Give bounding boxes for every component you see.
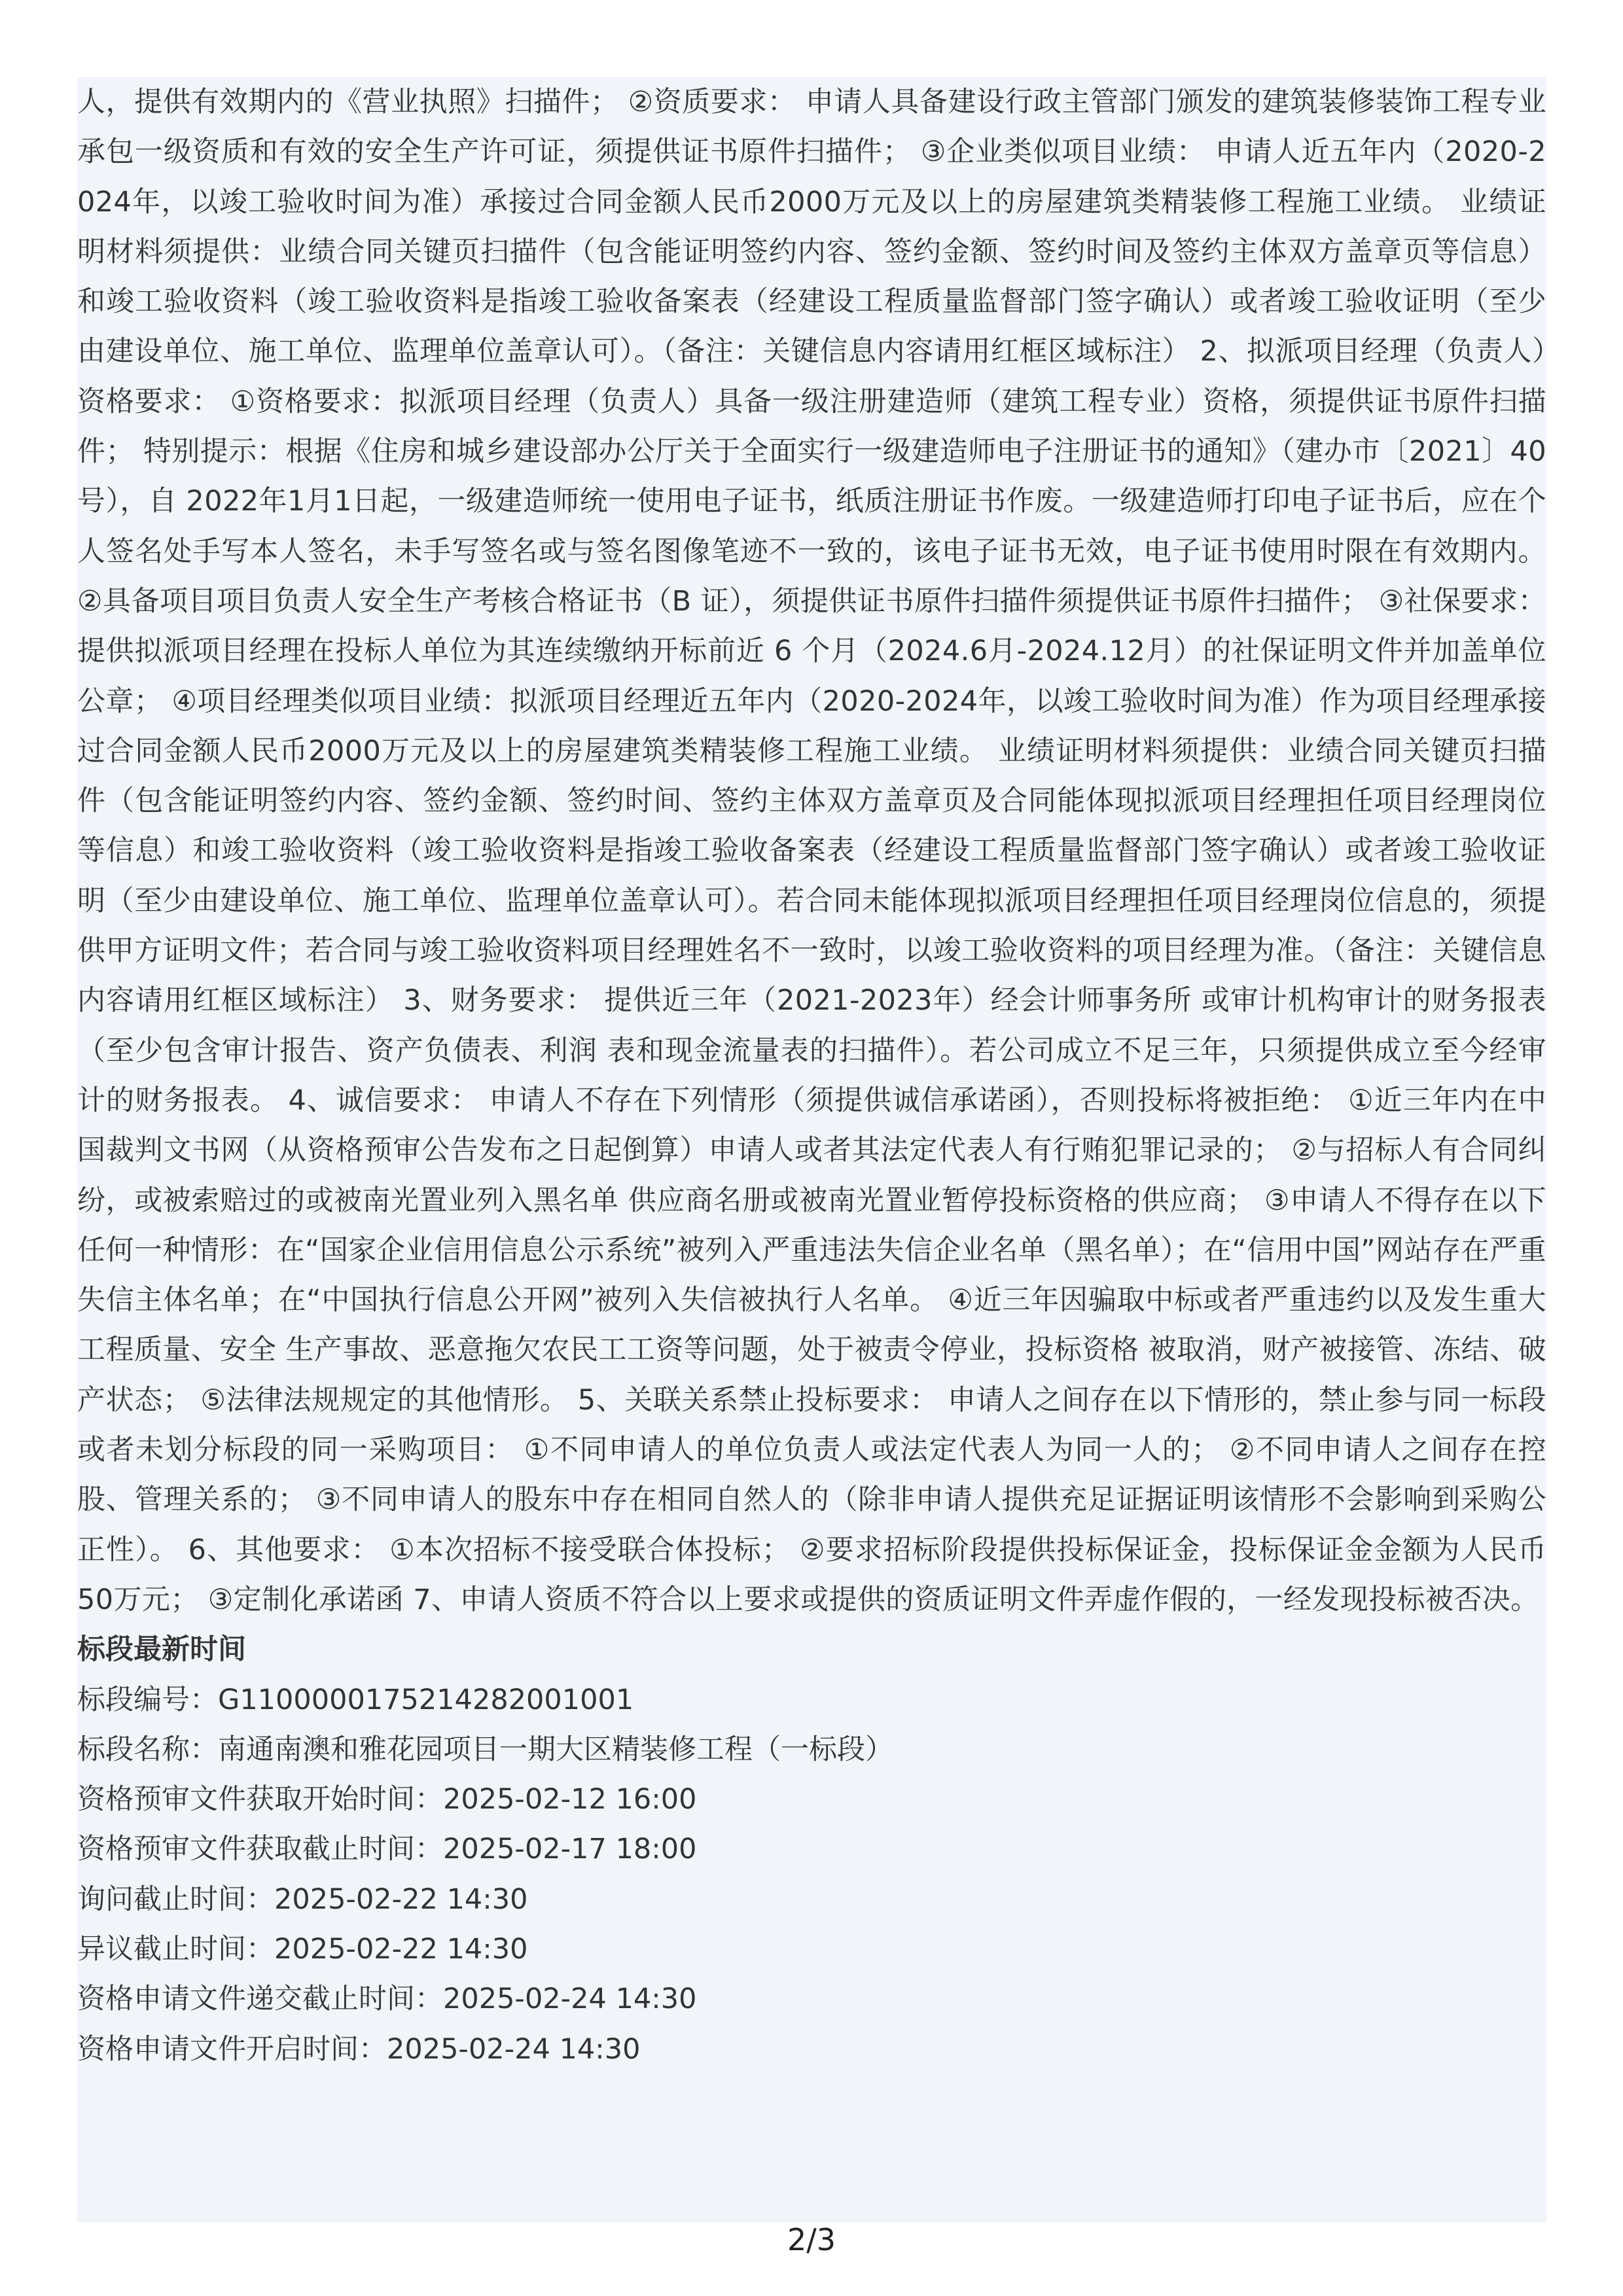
info-value: 2025-02-22 14:30 (274, 1932, 528, 1966)
requirements-paragraph: 人，提供有效期内的《营业执照》扫描件； ②资质要求： 申请人具备建设行政主管部门颁发的建筑装修装饰工程专业承包一级资质和有效的安全生产许可证，须提供证书原件扫描件； ③企业类似项目业绩： 申请人近五年内（2020-2024年，以竣工验收时间为准）承接过合同金额人民币2000万元及以上的房屋建筑类精装修工程施工业绩。 业绩证明材料须提供：业绩合同关键页扫描件（包含能证明签约内容、签约金额、签约时间及签约主体双方盖章页等信息）和竣工验收资料（竣工验收资料是指竣工验收备案表（经建设工程质量监督部门签字确认）或者竣工验收证明（至少由建设单位、施工单位、监理单位盖章认可）。（备注：关键信息内容请用红框区域标注） 2、拟派项目经理（负责人）资格要求： ①资格要求：拟派项目经理（负责人）具备一级注册建造师（建筑工程专业）资格，须提供证书原件扫描件； 特别提示：根据《住房和城乡建设部办公厅关于全面实行一级建造师电子注册证书的通知》（建办市〔2021〕40 号），自 2022年1月1日起，一级建造师统一使用电子证书，纸质注册证书作废。一级建造师打印电子证书后，应在个人签名处手写本人签名，未手写签名或与签名图像笔迹不一致的，该电子证书无效，电子证书使用时限在有效期内。 ②具备项目项目负责人安全生产考核合格证书（B 证），须提供证书原件扫描件须提供证书原件扫描件； ③社保要求：提供拟派项目经理在投标人单位为其连续缴纳开标前近 6 个月（2024.6月-2024.12月）的社保证明文件并加盖单位公章； ④项目经理类似项目业绩：拟派项目经理近五年内（2020-2024年，以竣工验收时间为准）作为项目经理承接过合同金额人民币2000万元及以上的房屋建筑类精装修工程施工业绩。 业绩证明材料须提供：业绩合同关键页扫描件（包含能证明签约内容、签约金额、签约时间、签约主体双方盖章页及合同能体现拟派项目经理担任项目经理岗位等信息）和竣工验收资料（竣工验收资料是指竣工验收备案表（经建设工程质量监督部门签字确认）或者竣工验收证明（至少由建设单位、施工单位、监理单位盖章认可）。若合同未能体现拟派项目经理担任项目经理岗位信息的，须提供甲方证明文件；若合同与竣工验收资料项目经理姓名不一致时，以竣工验收资料的项目经理为准。（备注：关键信息内容请用红框区域标注） 3、财务要求： 提供近三年（2021-2023年）经会计师事务所 或审计机构审计的财务报表（至少包含审计报告、资产负债表、利润 表和现金流量表的扫描件）。若公司成立不足三年，只须提供成立至今经审计的财务报表。 4、诚信要求： 申请人不存在下列情形（须提供诚信承诺函），否则投标将被拒绝： ①近三年内在中国裁判文书网（从资格预审公告发布之日起倒算）申请人或者其法定代表人有行贿犯罪记录的； ②与招标人有合同纠纷，或被索赔过的或被南光置业列入黑名单 供应商名册或被南光置业暂停投标资格的供应商； ③申请人不得存在以下任何一种情形：在“国家企业信用信息公示系统”被列入严重违法失信企业名单（黑名单）；在“信用中国”网站存在严重失信主体名单；在“中国执行信息公开网”被列入失信被执行人名单。 ④近三年因骗取中标或者严重违约以及发生重大工程质量、安全 生产事故、恶意拖欠农民工工资等问题，处于被责令停业，投标资格 被取消，财产被接管、冻结、破产状态； ⑤法律法规规定的其他情形。 5、关联关系禁止投标要求： 申请人之间存在以下情形的，禁止参与同一标段或者未划分标段的同一采购项目： ①不同申请人的单位负责人或法定代表人为同一人的； ②不同申请人之间存在控股、管理关系的； ③不同申请人的股东中存在相同自然人的（除非申请人提供充足证据证明该情形不会影响到采购公正性）。 6、其他要求： ①本次招标不接受联合体投标； ②要求招标阶段提供投标保证金，投标保证金金额为人民币 50万元； ③定制化承诺函 7、申请人资质不符合以上要求或提供的资质证明文件弄虚作假的，一经发现投标被否决。 (77, 86, 1546, 1616)
info-label: 询问截止时间： (77, 1882, 274, 1916)
content-block (77, 77, 1546, 2222)
info-label: 资格申请文件开启时间： (77, 2032, 387, 2066)
info-value: G1100000175214282001001 (218, 1683, 634, 1716)
info-row-objection-deadline (77, 1924, 1546, 1974)
info-label: 资格申请文件递交截止时间： (77, 1983, 443, 2016)
info-row-prequal-end (77, 1824, 1546, 1874)
info-row-opening-time (77, 2024, 1546, 2074)
info-row-section-code (77, 1675, 1546, 1725)
section-info-list (77, 1675, 1546, 2074)
page-number: 2/3 (787, 2222, 836, 2257)
info-row-section-name (77, 1725, 1546, 1775)
info-row-submission-deadline (77, 1974, 1546, 2024)
info-label: 资格预审文件获取截止时间： (77, 1833, 443, 1866)
info-value: 2025-02-24 14:30 (443, 1983, 697, 2016)
info-label: 标段编号： (77, 1683, 218, 1716)
info-value: 2025-02-22 14:30 (274, 1882, 528, 1916)
info-label: 标段名称： (77, 1733, 218, 1766)
section-heading: 标段最新时间 (77, 1633, 246, 1667)
info-value: 南通南澳和雅花园项目一期大区精装修工程（一标段） (218, 1733, 893, 1766)
info-row-inquiry-deadline (77, 1875, 1546, 1924)
info-value: 2025-02-12 16:00 (443, 1783, 697, 1816)
info-value: 2025-02-17 18:00 (443, 1833, 697, 1866)
info-value: 2025-02-24 14:30 (387, 2032, 641, 2066)
info-label: 异议截止时间： (77, 1932, 274, 1966)
info-row-prequal-start (77, 1775, 1546, 1824)
info-label: 资格预审文件获取开始时间： (77, 1783, 443, 1816)
